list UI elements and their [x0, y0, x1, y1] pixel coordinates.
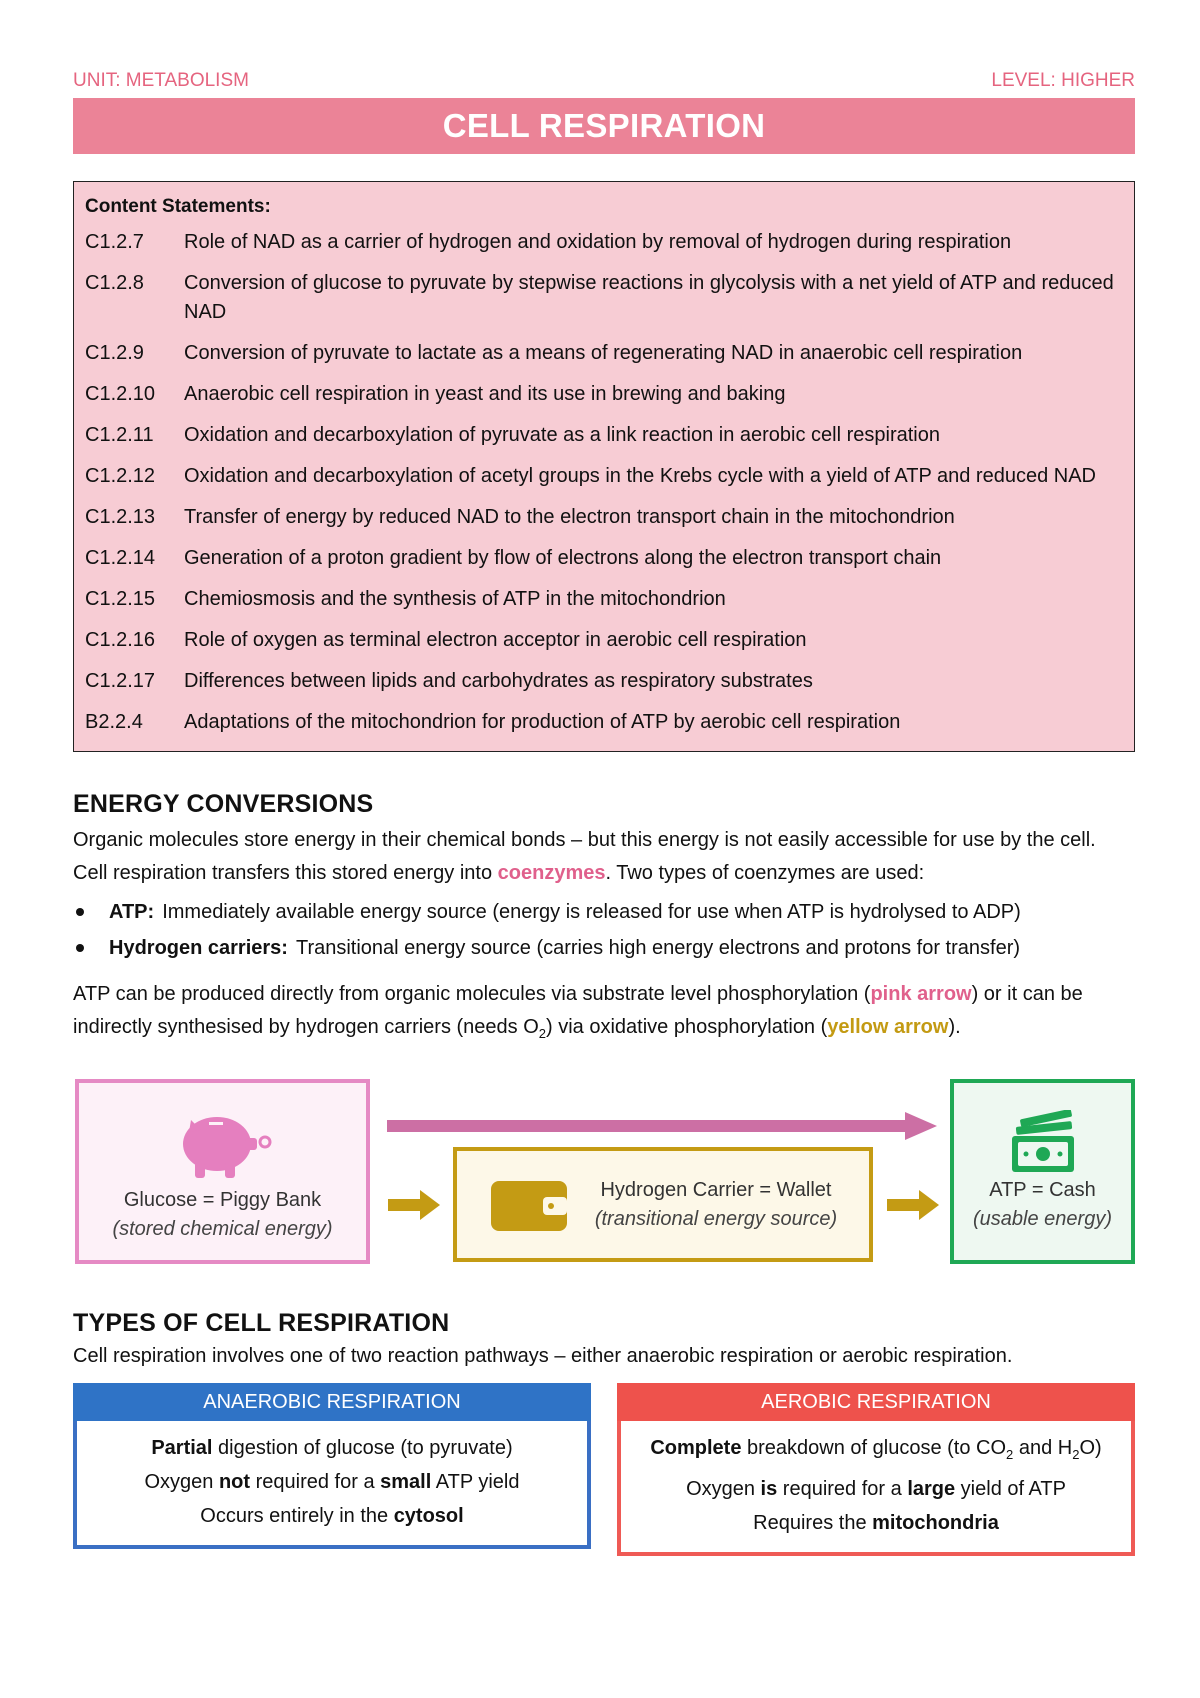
glucose-subtitle-text: (stored chemical energy)	[112, 1217, 333, 1240]
statement-text: Oxidation and decarboxylation of acetyl groups in the Krebs cycle with a yield of ATP and reduced NAD	[184, 465, 1096, 487]
cash-icon	[1008, 1110, 1078, 1176]
anaerobic-line-3	[83, 1499, 581, 1533]
bold-text: is	[760, 1478, 778, 1500]
statement-text: Adaptations of the mitochondrion for production of ATP by aerobic cell respiration	[184, 711, 901, 733]
glucose-title: Glucose = Piggy Bank	[123, 1188, 322, 1211]
statement-code: C1.2.13	[85, 506, 156, 528]
unit-label: UNIT: METABOLISM	[73, 70, 249, 91]
statement-text: Role of oxygen as terminal electron acceptor in aerobic cell respiration	[184, 629, 807, 651]
glucose-box	[75, 1079, 370, 1264]
para-text: ) or it can be indirectly synthesised by hydrogen carriers (needs O	[73, 983, 1083, 1038]
statement-text: Generation of a proton gradient by flow of electrons along the electron transport chain	[184, 547, 942, 569]
content-statement-row	[85, 503, 1123, 532]
statement-code: C1.2.10	[85, 383, 156, 405]
statement-text: Role of NAD as a carrier of hydrogen and oxidation by removal of hydrogen during respiration	[184, 231, 1012, 253]
aerobic-line-1	[627, 1431, 1125, 1472]
statement-text: Transfer of energy by reduced NAD to the electron transport chain in the mitochondrion	[184, 506, 955, 528]
para-text: ATP can be produced directly from organic molecules via substrate level phosphorylation (	[73, 983, 871, 1005]
statement-text: Conversion of pyruvate to lactate as a means of regenerating NAD in anaerobic cell respiration	[184, 342, 1023, 364]
content-statement-row	[85, 421, 1123, 450]
line-text: Requires the	[753, 1512, 873, 1534]
content-statement-row	[85, 667, 1123, 696]
line-text: O)	[1079, 1437, 1102, 1459]
content-statements-list	[85, 228, 1123, 737]
statement-code: C1.2.9	[85, 342, 144, 364]
wallet-subtitle	[595, 1205, 837, 1234]
coenzyme-list	[73, 894, 1135, 966]
energy-conversions-heading: ENERGY CONVERSIONS	[73, 790, 374, 818]
line-text: digestion of glucose (to pyruvate)	[212, 1437, 513, 1459]
wallet-title: Hydrogen Carrier = Wallet	[600, 1178, 832, 1201]
statement-text: Anaerobic cell respiration in yeast and its use in brewing and baking	[184, 383, 786, 405]
bold-text: not	[218, 1471, 251, 1493]
intro-text-1: Organic molecules store energy in their chemical bonds – but this energy is not easily accessible for use by the cell. Cell respiration transfers this stored energy into	[73, 829, 1096, 884]
level-label: LEVEL: HIGHER	[991, 70, 1135, 91]
wallet-labels	[595, 1176, 837, 1234]
atp-subtitle	[973, 1205, 1112, 1234]
line-text: Oxygen	[144, 1471, 219, 1493]
content-statement-row	[85, 228, 1123, 257]
content-statement-row	[85, 626, 1123, 655]
line-text: Occurs entirely in the	[200, 1505, 394, 1527]
bullet-term: Hydrogen carriers:	[109, 937, 288, 959]
bold-text: small	[380, 1471, 432, 1493]
coenzymes-highlight: coenzymes	[497, 862, 606, 884]
statement-code: C1.2.17	[85, 670, 156, 692]
statement-code: C1.2.7	[85, 231, 144, 253]
line-text: required for a	[777, 1478, 908, 1500]
bullet-text: Immediately available energy source (energy is released for use when ATP is hydrolysed to ADP)	[162, 901, 1021, 923]
content-statements-heading: Content Statements:	[85, 196, 271, 217]
statement-text: Conversion of glucose to pyruvate by stepwise reactions in glycolysis with a net yield of ATP and reduced NAD	[184, 272, 1114, 323]
content-statements-box	[73, 181, 1135, 752]
subscript: 2	[1006, 1447, 1014, 1462]
content-statement-row	[85, 544, 1123, 573]
statement-code: C1.2.11	[85, 424, 154, 446]
piggy-bank-icon	[173, 1100, 273, 1186]
bullet-icon	[76, 944, 84, 952]
line-text: Oxygen	[686, 1478, 761, 1500]
yellow-arrow	[388, 1188, 440, 1222]
content-statement-row	[85, 269, 1123, 327]
yellow-arrow	[887, 1188, 939, 1222]
statement-text: Oxidation and decarboxylation of pyruvate as a link reaction in aerobic cell respiration	[184, 424, 940, 446]
para-text: ) via oxidative phosphorylation (	[546, 1016, 828, 1038]
aerobic-line-2	[627, 1472, 1125, 1506]
types-heading: TYPES OF CELL RESPIRATION	[73, 1309, 450, 1337]
atp-title: ATP = Cash	[989, 1178, 1096, 1201]
content-statement-row	[85, 339, 1123, 368]
aerobic-box	[617, 1383, 1135, 1556]
yellow-arrow-label: yellow arrow	[827, 1016, 949, 1038]
content-statement-row	[85, 380, 1123, 409]
content-statement-row	[85, 462, 1123, 491]
intro-text-2: . Two types of coenzymes are used:	[605, 862, 925, 884]
bullet-text: Transitional energy source (carries high energy electrons and protons for transfer)	[295, 937, 1021, 959]
atp-subtitle-text: (usable energy)	[973, 1207, 1112, 1230]
line-text: and H	[1013, 1437, 1073, 1459]
bullet-icon	[76, 908, 84, 916]
bullet-term: ATP:	[109, 901, 155, 923]
para-text: ).	[948, 1016, 961, 1038]
bold-text: Complete	[650, 1437, 742, 1459]
pink-arrow-label: pink arrow	[870, 983, 972, 1005]
statement-text: Differences between lipids and carbohydrates as respiratory substrates	[184, 670, 813, 692]
list-item	[73, 894, 1135, 930]
line-text: ATP yield	[431, 1471, 520, 1493]
aerobic-line-3	[627, 1506, 1125, 1540]
line-text: breakdown of glucose (to CO	[741, 1437, 1007, 1459]
atp-box	[950, 1079, 1135, 1264]
anaerobic-box	[73, 1383, 591, 1556]
statement-code: C1.2.12	[85, 465, 156, 487]
content-statement-row	[85, 585, 1123, 614]
phosphorylation-paragraph	[73, 978, 1135, 1050]
statement-text: Chemiosmosis and the synthesis of ATP in the mitochondrion	[184, 588, 726, 610]
header-meta	[73, 70, 1135, 96]
bold-text: large	[907, 1478, 956, 1500]
energy-diagram	[73, 1079, 1135, 1269]
worksheet-page	[73, 70, 1135, 1556]
bold-text: mitochondria	[872, 1512, 999, 1534]
list-item	[73, 930, 1135, 966]
aerobic-body	[617, 1421, 1135, 1556]
wallet-box	[453, 1147, 873, 1262]
statement-code: C1.2.16	[85, 629, 156, 651]
anaerobic-body	[73, 1421, 591, 1549]
content-statement-row	[85, 708, 1123, 737]
pink-arrow	[387, 1112, 937, 1140]
line-text: required for a	[250, 1471, 381, 1493]
anaerobic-line-1	[83, 1431, 581, 1465]
energy-intro	[73, 824, 1135, 890]
subscript: 2	[538, 1026, 547, 1041]
glucose-subtitle	[112, 1215, 332, 1244]
wallet-subtitle-text: (transitional energy source)	[594, 1207, 838, 1230]
wallet-icon	[489, 1177, 569, 1233]
statement-code: B2.2.4	[85, 711, 143, 733]
line-text: yield of ATP	[955, 1478, 1066, 1500]
types-intro: Cell respiration involves one of two reaction pathways – either anaerobic respiration or aerobic respiration.	[73, 1345, 1013, 1367]
statement-code: C1.2.14	[85, 547, 156, 569]
subscript: 2	[1072, 1447, 1080, 1462]
bold-text: cytosol	[393, 1505, 464, 1527]
statement-code: C1.2.15	[85, 588, 156, 610]
page-title: CELL RESPIRATION	[73, 98, 1135, 154]
anaerobic-line-2	[83, 1465, 581, 1499]
bold-text: Partial	[151, 1437, 213, 1459]
statement-code: C1.2.8	[85, 272, 144, 294]
aerobic-title: AEROBIC RESPIRATION	[617, 1383, 1135, 1421]
respiration-comparison	[73, 1383, 1135, 1556]
anaerobic-title: ANAEROBIC RESPIRATION	[73, 1383, 591, 1421]
